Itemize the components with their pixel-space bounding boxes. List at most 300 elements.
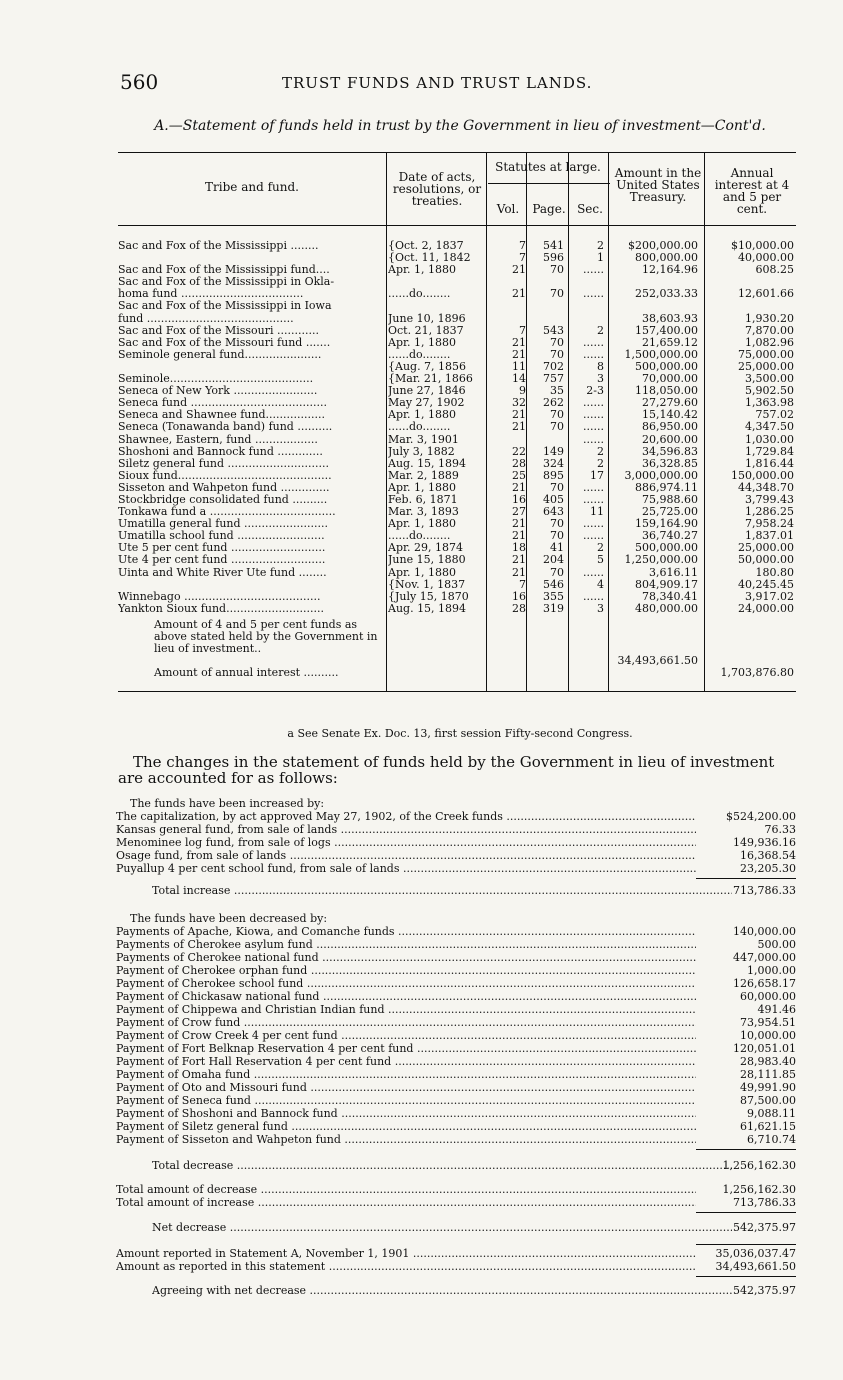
cell-date: {Nov. 1, 1837 xyxy=(388,578,466,591)
table-row xyxy=(118,434,796,446)
cell-interest: 25,000.00 xyxy=(738,360,794,373)
ledger-label: Payment of Oto and Missouri fund ..... xyxy=(116,1081,696,1094)
running-title: TRUST FUNDS AND TRUST LANDS. xyxy=(282,74,593,92)
cell-page: 405 xyxy=(543,493,564,506)
table-row xyxy=(118,579,796,591)
cell-sec: ...... xyxy=(583,493,604,506)
ledger-label: Payment of Omaha fund ..... xyxy=(116,1068,696,1081)
cell-amount: 500,000.00 xyxy=(635,360,698,373)
cell-page: 70 xyxy=(550,409,564,422)
total-increase-value: 713,786.33 xyxy=(733,884,796,897)
cell-tribe: fund .......................................... xyxy=(118,312,294,325)
cell-date: Apr. 1, 1880 xyxy=(388,264,457,277)
summary-amount: 34,493,661.50 xyxy=(617,653,698,667)
cell-interest: 40,245.45 xyxy=(738,578,794,591)
ledger-value: 149,936.16 xyxy=(733,836,796,849)
header-interest: Annual interest at 4 and 5 per cent. xyxy=(714,166,790,216)
intro-paragraph: The changes in the statement of funds held by the Government in lieu of investment are accounted for as follows: xyxy=(118,753,775,787)
cell-interest: 50,000.00 xyxy=(738,554,794,567)
cell-sec: 5 xyxy=(597,554,604,567)
cell-page: 70 xyxy=(550,518,564,531)
table-row xyxy=(118,264,796,276)
ledger-value: 87,500.00 xyxy=(740,1094,796,1107)
table-row xyxy=(118,373,796,385)
cell-date: Apr. 1, 1880 xyxy=(388,481,457,494)
net-decrease-label: Net decrease ..... xyxy=(152,1221,732,1234)
cell-interest: 1,837.01 xyxy=(745,530,794,543)
ledger-value: 140,000.00 xyxy=(733,925,796,938)
ledger-label: Payments of Cherokee national fund ..... xyxy=(116,951,696,964)
cell-date: Apr. 1, 1880 xyxy=(388,518,457,531)
footnote: a See Senate Ex. Doc. 13, first session Fifty-second Congress. xyxy=(287,727,633,740)
cell-sec: ...... xyxy=(583,433,604,446)
cell-sec: ...... xyxy=(583,421,604,434)
cell-vol: 28 xyxy=(512,602,526,615)
cell-tribe: Seneca and Shawnee fund................. xyxy=(118,409,325,422)
header-statutes: Statutes at large. xyxy=(495,160,601,174)
table-row xyxy=(118,313,796,325)
cell-vol: 11 xyxy=(512,360,526,373)
ledger-value: 491.46 xyxy=(757,1003,796,1016)
cell-sec: ...... xyxy=(583,348,604,361)
table-row xyxy=(118,409,796,421)
cell-date: Aug. 15, 1894 xyxy=(388,602,467,615)
cell-vol: 16 xyxy=(512,590,526,603)
ledger-label: Payment of Fort Hall Reservation 4 per cent fund ..... xyxy=(116,1055,696,1068)
cell-page: 70 xyxy=(550,288,564,301)
cell-interest: 7,870.00 xyxy=(745,324,794,337)
cell-page: 35 xyxy=(550,385,564,398)
cell-tribe: homa fund ................................... xyxy=(118,288,304,301)
table-row xyxy=(118,421,796,433)
ledger-label: Osage fund, from sale of lands ..... xyxy=(116,849,696,862)
table-row xyxy=(118,349,796,361)
cell-interest: 608.25 xyxy=(755,264,794,277)
table-row xyxy=(118,530,796,542)
cell-sec: ...... xyxy=(583,409,604,422)
cell-interest: 1,930.20 xyxy=(745,312,794,325)
cell-interest: 40,000.00 xyxy=(738,252,794,265)
cell-sec: 2 xyxy=(597,542,604,555)
cell-amount: 252,033.33 xyxy=(635,288,698,301)
cell-vol: 9 xyxy=(519,385,526,398)
cell-date: {July 15, 1870 xyxy=(388,590,469,603)
cell-amount: 38,603.93 xyxy=(642,312,698,325)
recon-total-decrease-label: Total amount of decrease ..... xyxy=(116,1183,696,1196)
cell-tribe: Uinta and White River Ute fund ........ xyxy=(118,566,327,579)
ledger-value: 16,368.54 xyxy=(740,849,796,862)
table-row xyxy=(118,337,796,349)
cell-sec: 8 xyxy=(597,360,604,373)
cell-tribe: Sac and Fox of the Missouri fund ....... xyxy=(118,336,331,349)
ledger-label: Payment of Crow fund ..... xyxy=(116,1016,696,1029)
cell-page: 643 xyxy=(543,506,564,519)
cell-amount: 1,500,000.00 xyxy=(624,348,698,361)
ledger-row xyxy=(116,849,796,862)
ledger-value: 60,000.00 xyxy=(740,990,796,1003)
cell-tribe: Seneca (Tonawanda band) fund .......... xyxy=(118,421,333,434)
cell-tribe: Sac and Fox of the Mississippi in Okla- xyxy=(118,276,335,289)
cell-interest: 757.02 xyxy=(755,409,794,422)
table-row xyxy=(118,361,796,373)
cell-vol: 21 xyxy=(512,264,526,277)
decrease-heading: The funds have been decreased by: xyxy=(130,912,328,925)
cell-page: 596 xyxy=(543,252,564,265)
cell-tribe: Siletz general fund ............................. xyxy=(118,457,329,470)
reconciliation-section xyxy=(116,1183,796,1299)
cell-tribe: Shoshoni and Bannock fund ............. xyxy=(118,445,323,458)
cell-amount: 75,988.60 xyxy=(642,493,698,506)
ledger-value: 500.00 xyxy=(757,938,796,951)
cell-page: 41 xyxy=(550,542,564,555)
cell-amount: 118,050.00 xyxy=(635,385,698,398)
cell-sec: ...... xyxy=(583,264,604,277)
ledger-label: Puyallup 4 per cent school fund, from sale of lands ..... xyxy=(116,862,696,875)
table-row xyxy=(118,458,796,470)
table-row xyxy=(118,240,796,252)
total-decrease-label: Total decrease ..... xyxy=(152,1159,732,1172)
ledger-label: Payment of Seneca fund ..... xyxy=(116,1094,696,1107)
ledger-value: $524,200.00 xyxy=(726,810,796,823)
cell-tribe: Ute 5 per cent fund ........................... xyxy=(118,542,326,555)
cell-vol: 21 xyxy=(512,421,526,434)
ledger-row xyxy=(116,810,796,823)
cell-sec: 2-3 xyxy=(586,385,604,398)
cell-tribe: Winnebago ....................................... xyxy=(118,590,321,603)
table-row xyxy=(118,288,796,300)
ledger-value: 61,621.15 xyxy=(740,1120,796,1133)
ledger-value: 23,205.30 xyxy=(740,862,796,875)
table-row xyxy=(118,482,796,494)
cell-date: ......do........ xyxy=(388,288,451,301)
cell-interest: 1,082.96 xyxy=(745,336,794,349)
this-statement-label: Amount as reported in this statement ..... xyxy=(116,1260,696,1273)
cell-amount: 70,000.00 xyxy=(642,373,698,386)
cell-tribe: Sioux fund............................................ xyxy=(118,469,332,482)
cell-vol: 21 xyxy=(512,554,526,567)
ledger-row xyxy=(116,964,796,977)
cell-sec: 3 xyxy=(597,373,604,386)
this-statement-value: 34,493,661.50 xyxy=(715,1260,796,1273)
cell-vol: 22 xyxy=(512,445,526,458)
cell-vol: 7 xyxy=(519,578,526,591)
ledger-value: 6,710.74 xyxy=(747,1133,796,1146)
cell-vol: 25 xyxy=(512,469,526,482)
header-sec: Sec. xyxy=(577,202,603,216)
cell-vol: 21 xyxy=(512,348,526,361)
cell-date: Mar. 2, 1889 xyxy=(388,469,459,482)
cell-page: 149 xyxy=(543,445,564,458)
table-row xyxy=(118,554,796,566)
cell-amount: 20,600.00 xyxy=(642,433,698,446)
cell-tribe: Sac and Fox of the Mississippi fund.... xyxy=(118,264,330,277)
cell-date: {Mar. 21, 1866 xyxy=(388,373,473,386)
cell-date: May 27, 1902 xyxy=(388,397,465,410)
cell-interest: 3,500.00 xyxy=(745,373,794,386)
table-row xyxy=(118,542,796,554)
cell-sec: 2 xyxy=(597,240,604,252)
cell-amount: 800,000.00 xyxy=(635,252,698,265)
cell-date: {Oct. 2, 1837 xyxy=(388,240,464,252)
cell-sec: 2 xyxy=(597,324,604,337)
page-header xyxy=(120,70,800,94)
cell-amount: 1,250,000.00 xyxy=(624,554,698,567)
total-decrease-value: 1,256,162.30 xyxy=(722,1159,796,1172)
cell-vol: 28 xyxy=(512,457,526,470)
cell-date: June 10, 1896 xyxy=(388,312,466,325)
ledger-label: Payment of Chippewa and Christian Indian fund ..... xyxy=(116,1003,696,1016)
ledger-label: Payment of Crow Creek 4 per cent fund ..... xyxy=(116,1029,696,1042)
cell-interest: 24,000.00 xyxy=(738,602,794,615)
cell-date: July 3, 1882 xyxy=(388,445,455,458)
cell-tribe: Ute 4 per cent fund ........................... xyxy=(118,554,326,567)
cell-page: 702 xyxy=(543,360,564,373)
cell-sec: 3 xyxy=(597,602,604,615)
cell-date: Apr. 1, 1880 xyxy=(388,336,457,349)
cell-interest: 12,601.66 xyxy=(738,288,794,301)
cell-date: {Oct. 11, 1842 xyxy=(388,252,471,265)
table-row xyxy=(118,325,796,337)
cell-tribe: Umatilla general fund ........................ xyxy=(118,518,328,531)
cell-vol: 21 xyxy=(512,518,526,531)
cell-page: 262 xyxy=(543,397,564,410)
ledger-label: Payment of Fort Belknap Reservation 4 per cent fund ..... xyxy=(116,1042,696,1055)
cell-amount: 36,740.27 xyxy=(642,530,698,543)
cell-tribe: Seminole general fund...................... xyxy=(118,348,322,361)
table-row xyxy=(118,506,796,518)
cell-vol: 21 xyxy=(512,530,526,543)
table-row xyxy=(118,276,796,288)
header-vol: Vol. xyxy=(496,202,520,216)
ledger-value: 120,051.01 xyxy=(733,1042,796,1055)
cell-tribe: Shawnee, Eastern, fund .................. xyxy=(118,433,318,446)
cell-amount: 21,659.12 xyxy=(642,336,698,349)
cell-page: 70 xyxy=(550,264,564,277)
cell-vol: 27 xyxy=(512,506,526,519)
cell-amount: 886,974.11 xyxy=(635,481,698,494)
recon-total-increase-label: Total amount of increase ..... xyxy=(116,1196,696,1209)
cell-tribe: Sisseton and Wahpeton fund .............. xyxy=(118,481,330,494)
cell-interest: 3,917.02 xyxy=(745,590,794,603)
table-body xyxy=(118,226,796,623)
ledger-row xyxy=(116,990,796,1003)
cell-vol: 21 xyxy=(512,288,526,301)
summary-interest-label: Amount of annual interest .......... xyxy=(154,665,339,679)
ledger-row xyxy=(116,1003,796,1016)
total-increase-label: Total increase ..... xyxy=(152,884,732,897)
ledger-label: Payments of Apache, Kiowa, and Comanche funds ..... xyxy=(116,925,696,938)
cell-date: Mar. 3, 1901 xyxy=(388,433,459,446)
cell-page: 70 xyxy=(550,530,564,543)
ledger-row xyxy=(116,1133,796,1146)
cell-tribe: Sac and Fox of the Missouri ............ xyxy=(118,324,319,337)
recon-total-decrease-value: 1,256,162.30 xyxy=(722,1183,796,1196)
cell-tribe: Stockbridge consolidated fund .......... xyxy=(118,493,328,506)
ledger-row xyxy=(116,1081,796,1094)
funds-table xyxy=(118,152,796,692)
ledger-label: Payment of Cherokee orphan fund ..... xyxy=(116,964,696,977)
increase-heading: The funds have been increased by: xyxy=(130,797,325,810)
cell-tribe: Umatilla school fund ......................... xyxy=(118,530,325,543)
cell-amount: 36,328.85 xyxy=(642,457,698,470)
cell-sec: ...... xyxy=(583,518,604,531)
table-row xyxy=(118,397,796,409)
cell-amount: 86,950.00 xyxy=(642,421,698,434)
cell-amount: 480,000.00 xyxy=(635,602,698,615)
summary-interest: 1,703,876.80 xyxy=(720,665,794,679)
cell-amount: 3,616.11 xyxy=(649,566,698,579)
cell-interest: 3,799.43 xyxy=(745,493,794,506)
cell-interest: 1,363.98 xyxy=(745,397,794,410)
table-row xyxy=(118,385,796,397)
ledger-row xyxy=(116,836,796,849)
table-row xyxy=(118,603,796,615)
cell-interest: 1,729.84 xyxy=(745,445,794,458)
increase-section xyxy=(116,797,796,899)
cell-sec: 1 xyxy=(597,252,604,265)
cell-page: 541 xyxy=(543,240,564,252)
ledger-value: 49,991.90 xyxy=(740,1081,796,1094)
ledger-row xyxy=(116,823,796,836)
cell-date: Mar. 3, 1893 xyxy=(388,506,459,519)
cell-date: Feb. 6, 1871 xyxy=(388,493,458,506)
cell-page: 895 xyxy=(543,469,564,482)
cell-date: {Aug. 7, 1856 xyxy=(388,360,467,373)
cell-sec: 11 xyxy=(590,506,604,519)
cell-interest: 25,000.00 xyxy=(738,542,794,555)
cell-date: June 27, 1846 xyxy=(388,385,466,398)
cell-date: Aug. 15, 1894 xyxy=(388,457,467,470)
net-decrease-value: 542,375.97 xyxy=(733,1221,796,1234)
table-caption: A.—Statement of funds held in trust by the Government in lieu of investment—Cont'd. xyxy=(154,118,766,134)
cell-date: Apr. 1, 1880 xyxy=(388,409,457,422)
cell-vol: 14 xyxy=(512,373,526,386)
ledger-label: Payment of Chickasaw national fund ..... xyxy=(116,990,696,1003)
ledger-label: Payment of Shoshoni and Bannock fund ..... xyxy=(116,1107,696,1120)
cell-sec: ...... xyxy=(583,336,604,349)
ledger-value: 9,088.11 xyxy=(747,1107,796,1120)
cell-page: 70 xyxy=(550,421,564,434)
cell-page: 70 xyxy=(550,336,564,349)
cell-tribe: Sac and Fox of the Mississippi in Iowa xyxy=(118,300,332,313)
cell-date: ......do........ xyxy=(388,348,451,361)
ledger-value: 28,983.40 xyxy=(740,1055,796,1068)
cell-interest: 75,000.00 xyxy=(738,348,794,361)
ledger-label: Kansas general fund, from sale of lands ..... xyxy=(116,823,696,836)
cell-tribe: Yankton Sioux fund............................ xyxy=(118,602,324,615)
page-number: 560 xyxy=(120,70,159,94)
agreeing-value: 542,375.97 xyxy=(733,1284,796,1297)
cell-sec: ...... xyxy=(583,397,604,410)
cell-page: 757 xyxy=(543,373,564,386)
ledger-row xyxy=(116,951,796,964)
table-row xyxy=(118,518,796,530)
ledger-row xyxy=(116,977,796,990)
ledger-row xyxy=(116,1094,796,1107)
ledger-label: Menominee log fund, from sale of logs ..... xyxy=(116,836,696,849)
cell-interest: 1,286.25 xyxy=(745,506,794,519)
cell-page: 204 xyxy=(543,554,564,567)
ledger-row xyxy=(116,1029,796,1042)
cell-page: 319 xyxy=(543,602,564,615)
table-row xyxy=(118,494,796,506)
cell-amount: 157,400.00 xyxy=(635,324,698,337)
ledger-row xyxy=(116,1068,796,1081)
table-row xyxy=(118,446,796,458)
cell-vol: 18 xyxy=(512,542,526,555)
cell-tribe: Seneca fund ....................................... xyxy=(118,397,327,410)
cell-tribe: Tonkawa fund a .................................... xyxy=(118,506,336,519)
header-amount: Amount in the United States Treasury. xyxy=(614,166,702,204)
cell-vol: 21 xyxy=(512,409,526,422)
ledger-label: The capitalization, by act approved May 27, 1902, of the Creek funds ..... xyxy=(116,810,696,823)
cell-amount: 34,596.83 xyxy=(642,445,698,458)
decrease-section xyxy=(116,912,796,1174)
header-subrule xyxy=(488,183,610,184)
cell-vol: 21 xyxy=(512,566,526,579)
cell-amount: 78,340.41 xyxy=(642,590,698,603)
cell-interest: 44,348.70 xyxy=(738,481,794,494)
cell-interest: $10,000.00 xyxy=(731,240,794,252)
header-page: Page. xyxy=(532,202,566,216)
cell-date: Oct. 21, 1837 xyxy=(388,324,464,337)
cell-interest: 180.80 xyxy=(755,566,794,579)
reported-label: Amount reported in Statement A, November 1, 1901 ..... xyxy=(116,1247,696,1260)
table-row xyxy=(118,252,796,264)
cell-vol: 7 xyxy=(519,252,526,265)
cell-sec: ...... xyxy=(583,481,604,494)
cell-vol: 7 xyxy=(519,240,526,252)
cell-amount: 3,000,000.00 xyxy=(624,469,698,482)
ledger-value: 10,000.00 xyxy=(740,1029,796,1042)
ledger-row xyxy=(116,1042,796,1055)
cell-sec: 4 xyxy=(597,578,604,591)
ledger-row xyxy=(116,1016,796,1029)
ledger-row xyxy=(116,1107,796,1120)
header-tribe: Tribe and fund. xyxy=(205,180,299,194)
ledger-label: Payment of Siletz general fund ..... xyxy=(116,1120,696,1133)
cell-sec: ...... xyxy=(583,288,604,301)
cell-sec: ...... xyxy=(583,530,604,543)
table-header xyxy=(118,153,796,226)
cell-vol: 32 xyxy=(512,397,526,410)
cell-date: Apr. 1, 1880 xyxy=(388,566,457,579)
reported-value: 35,036,037.47 xyxy=(715,1247,796,1260)
table-row xyxy=(118,470,796,482)
cell-vol: 21 xyxy=(512,481,526,494)
ledger-label: Payment of Cherokee school fund ..... xyxy=(116,977,696,990)
cell-page: 355 xyxy=(543,590,564,603)
ledger-value: 126,658.17 xyxy=(733,977,796,990)
cell-date: ......do........ xyxy=(388,421,451,434)
cell-date: June 15, 1880 xyxy=(388,554,466,567)
cell-amount: 27,279.60 xyxy=(642,397,698,410)
cell-interest: 1,816.44 xyxy=(745,457,794,470)
summary-label: Amount of 4 and 5 per cent funds as above stated held by the Government in lieu of investment.. xyxy=(154,617,378,655)
cell-sec: ...... xyxy=(583,566,604,579)
ledger-row xyxy=(116,1055,796,1068)
recon-total-increase-value: 713,786.33 xyxy=(733,1196,796,1209)
cell-tribe: Seminole......................................... xyxy=(118,373,314,386)
ledger-value: 1,000.00 xyxy=(747,964,796,977)
cell-interest: 5,902.50 xyxy=(745,385,794,398)
cell-page: 70 xyxy=(550,481,564,494)
ledger-value: 76.33 xyxy=(764,823,796,836)
cell-tribe: Seneca of New York ........................ xyxy=(118,385,318,398)
cell-page: 70 xyxy=(550,348,564,361)
cell-interest: 4,347.50 xyxy=(745,421,794,434)
cell-amount: 159,164.90 xyxy=(635,518,698,531)
